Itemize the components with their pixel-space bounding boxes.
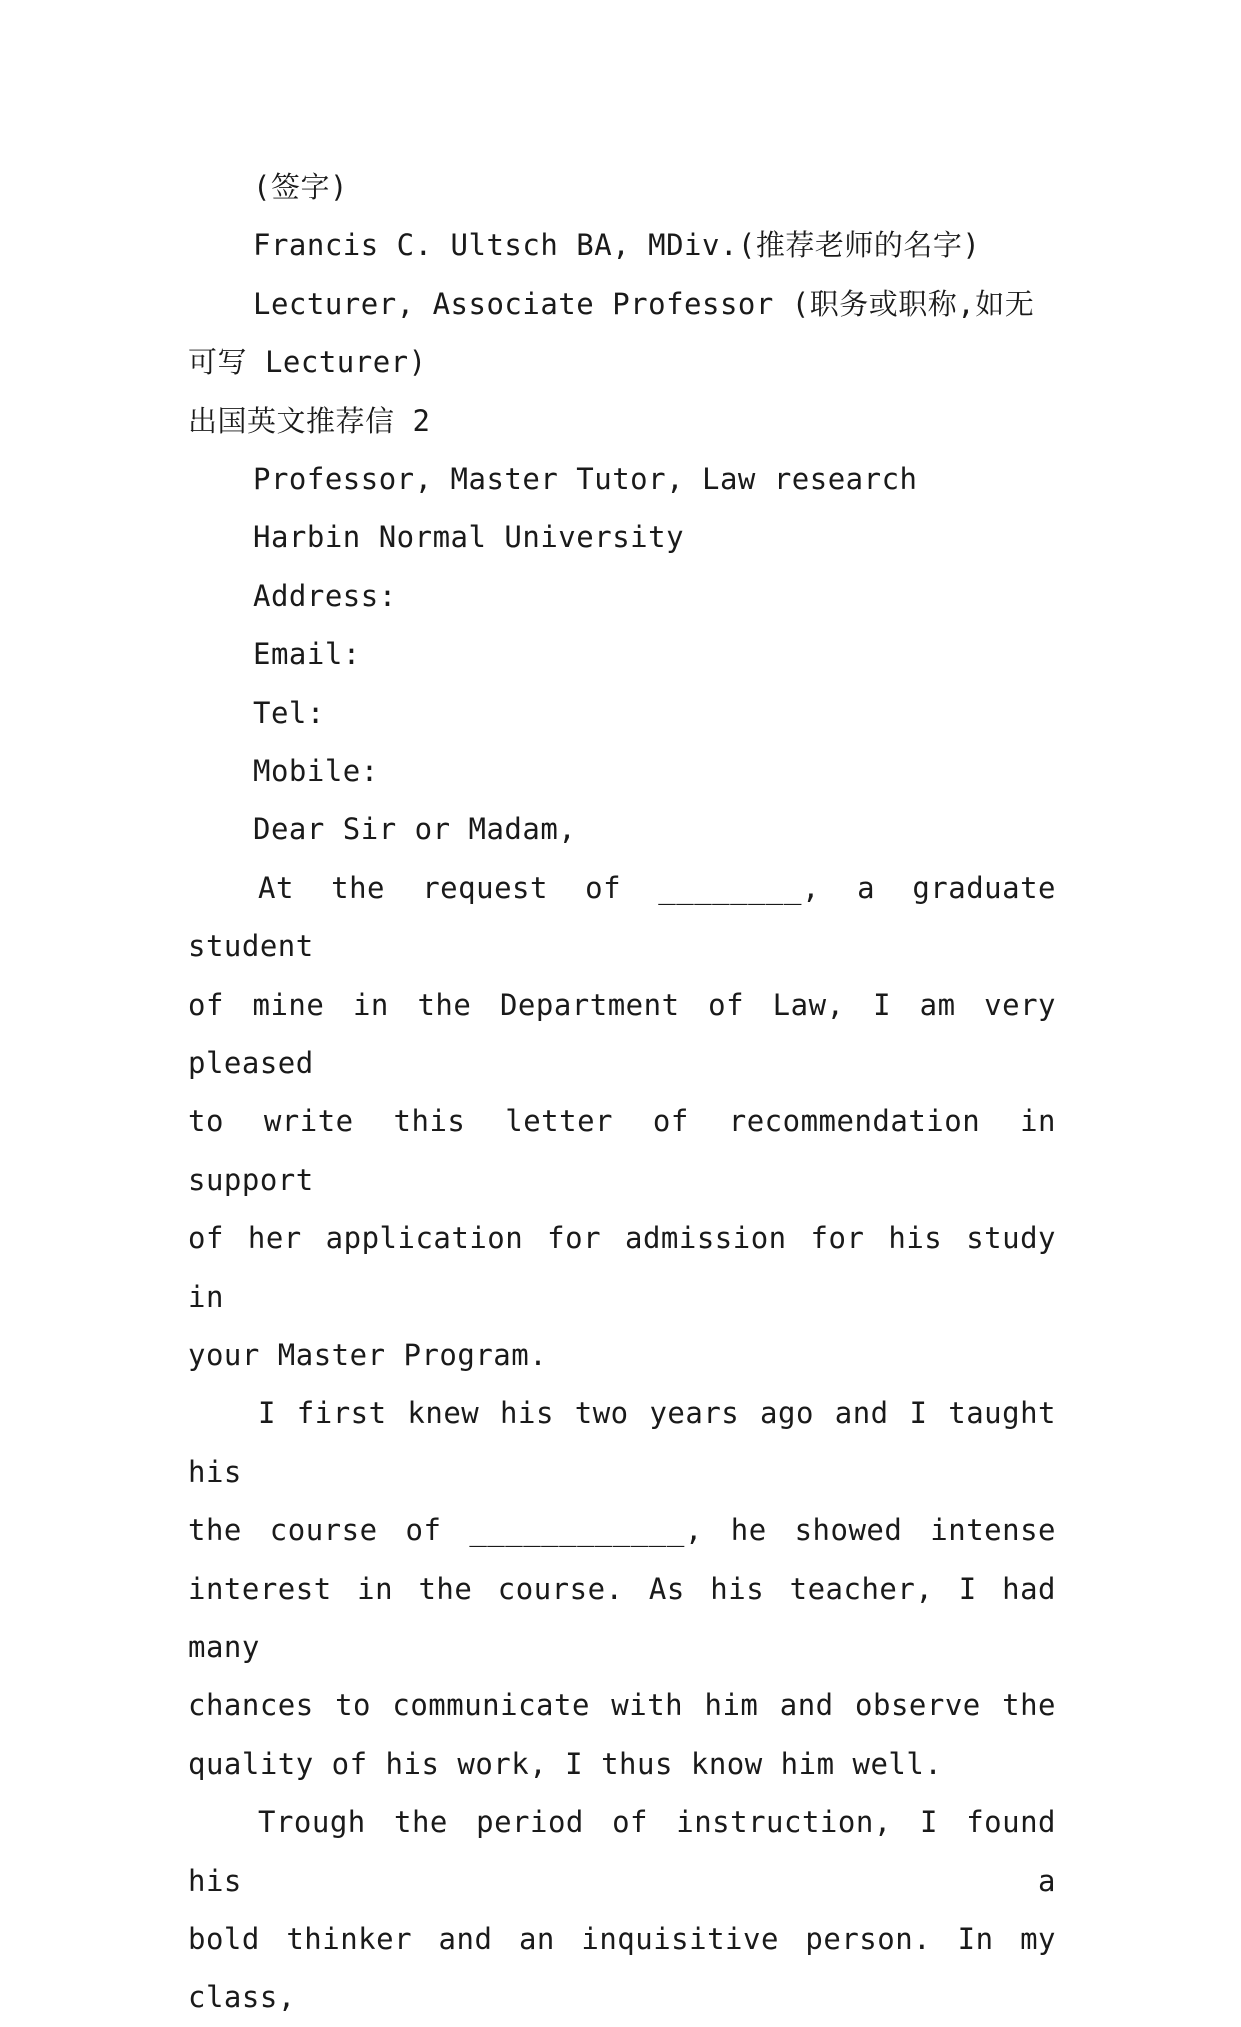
- paragraph-line: of her application for admission for his study in: [188, 1221, 1056, 1314]
- salutation: Dear Sir or Madam,: [253, 812, 577, 847]
- paragraph-line: the course of ____________, he showed intense: [188, 1513, 1056, 1548]
- teacher-title-line-1: Lecturer, Associate Professor (职务或职称,如无: [253, 286, 1035, 321]
- paragraph-line: your Master Program.: [188, 1337, 548, 1372]
- paragraph-line: quality of his work, I thus know him well.: [188, 1746, 943, 1781]
- paragraph-line: bold thinker and an inquisitive person. In my class,: [188, 1922, 1056, 2015]
- sender-institution: Harbin Normal University: [253, 520, 685, 555]
- paragraph-instruction: [188, 1793, 1056, 2027]
- paragraph-request: [188, 859, 1056, 1385]
- sender-position: Professor, Master Tutor, Law research: [253, 461, 918, 496]
- paragraph-line: interest in the course. As his teacher, I had many: [188, 1571, 1056, 1664]
- paragraph-line: to write this letter of recommendation in support: [188, 1104, 1056, 1197]
- teacher-title-line-2: 可写 Lecturer): [188, 345, 427, 380]
- sender-tel: Tel:: [253, 695, 325, 730]
- sender-address: Address:: [253, 578, 397, 613]
- sender-email: Email:: [253, 637, 361, 672]
- paragraph-line: I first knew his two years ago and I taught his: [188, 1396, 1056, 1489]
- sender-mobile: Mobile:: [253, 753, 379, 788]
- teacher-name: Francis C. Ultsch BA, MDiv.(推荐老师的名字): [253, 228, 981, 263]
- paragraph-line: of mine in the Department of Law, I am very pleased: [188, 987, 1056, 1080]
- document-body: [188, 158, 1056, 2027]
- paragraph-line: chances to communicate with him and observe the: [188, 1688, 1056, 1723]
- paragraph-line: At the request of ________, a graduate student: [188, 870, 1056, 964]
- paragraph-line: Trough the period of instruction, I found his a: [188, 1805, 1056, 1898]
- paragraph-acquaintance: [188, 1384, 1056, 1793]
- signature-note: (签字): [253, 170, 348, 204]
- section-heading: 出国英文推荐信 2: [188, 403, 431, 438]
